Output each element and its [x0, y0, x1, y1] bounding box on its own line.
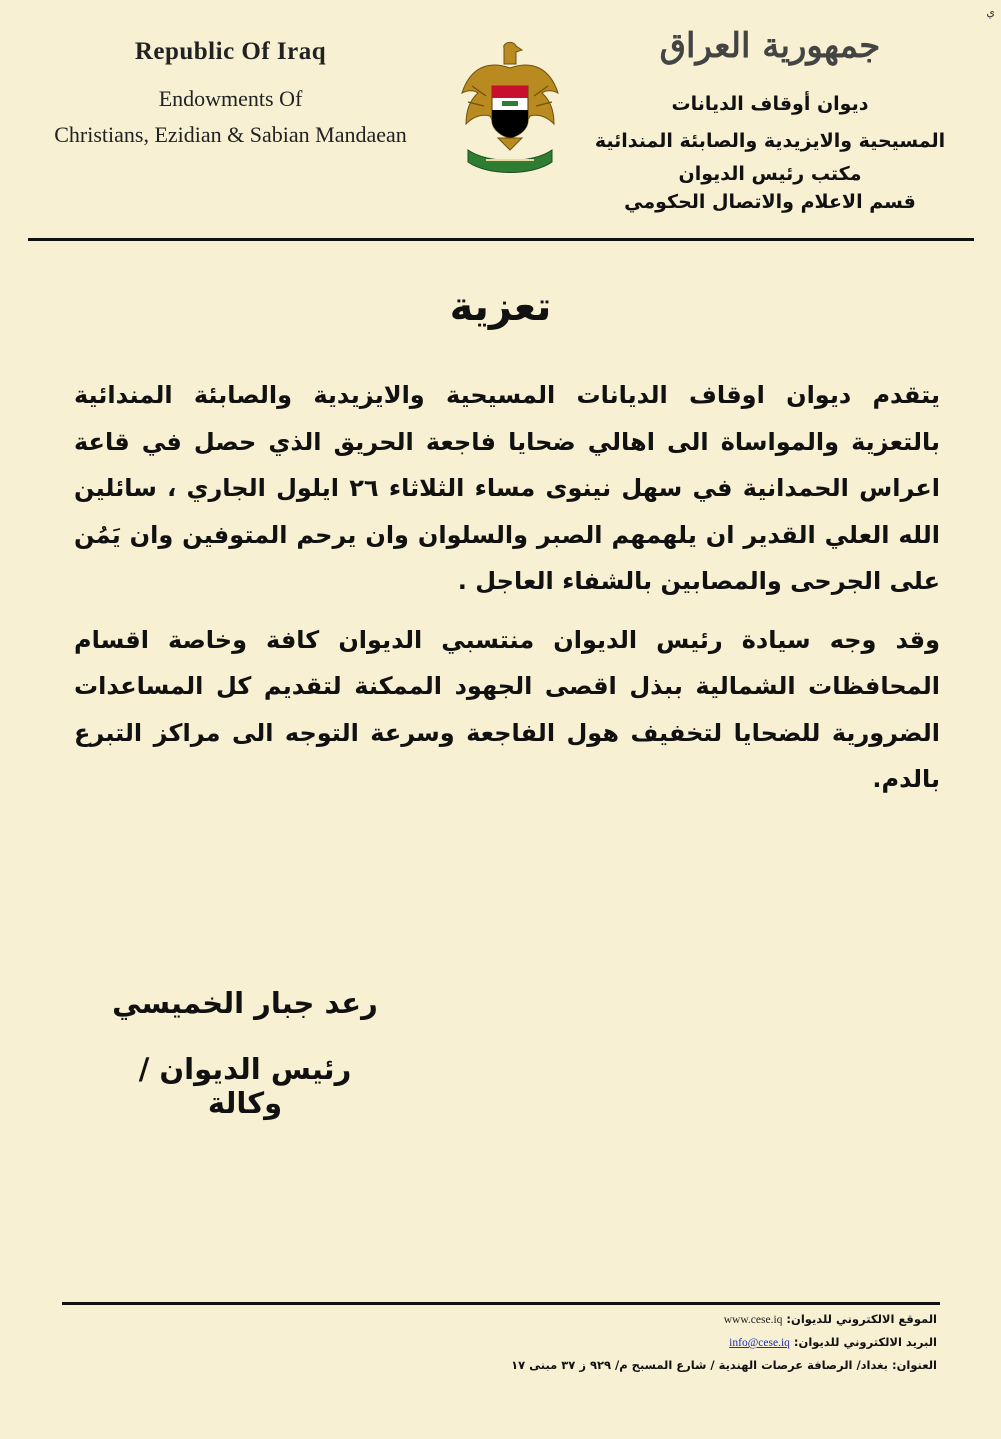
footer-email-row — [437, 1331, 937, 1354]
footer-address-value: بغداد/ الرصافة عرصات الهندية / شارع المسبح م/ ٩٢٩ ز ٣٧ مبنى ١٧ — [511, 1358, 888, 1372]
footer-address-label: العنوان: — [891, 1358, 937, 1372]
footer-email-label: البريد الالكتروني للديوان: — [793, 1335, 937, 1349]
footer-email-link[interactable]: info@cese.iq — [729, 1337, 790, 1349]
footer-contact — [437, 1308, 937, 1376]
footer-website-label: الموقع الالكتروني للديوان: — [786, 1312, 937, 1326]
footer-website-link[interactable]: www.cese.iq — [723, 1314, 783, 1326]
iraq-eagle-emblem-icon — [458, 38, 562, 178]
footer-divider — [62, 1302, 940, 1305]
header-ar-department: قسم الاعلام والاتصال الحكومي — [624, 191, 916, 213]
body-paragraph-condolence: يتقدم ديوان اوقاف الديانات المسيحية والايزيدية والصابئة المندائية بالتعزية والمواساة الى اهالي ضحايا فاجعة الحريق الذي حصل في قاعة اعراس الحمدانية في سهل نينوى مساء الثلاثاء ٢٦ ايلول الجاري ، سائلين الله العلي القدير ان يلهمهم الصبر والسلوان وان يرحم المتوفين وان يَمُن على الجرحى والمصابين بالشفاء العاجل . — [74, 381, 941, 595]
header-ar-office: مكتب رئيس الديوان — [678, 163, 862, 185]
letter-title: تعزية — [449, 284, 552, 330]
header-ar-calligraphy: جمهورية العراق — [659, 26, 881, 66]
signatory-name: رعد جبار الخميسي — [112, 986, 378, 1020]
header-en-country: Republic Of Iraq — [134, 38, 327, 65]
footer-address-row — [437, 1354, 937, 1376]
header-divider — [28, 238, 974, 241]
body-paragraph-directive: وقد وجه سيادة رئيس الديوان منتسبي الديوان كافة وخاصة اقسام المحافظات الشمالية ببذل اقصى الجهود الممكنة لتقديم كل المساعدات الضرورية للضحايا لتخفيف هول الفاجعة وسرعة التوجه الى مراكز التبرع بالدم. — [74, 625, 940, 793]
header-arabic — [590, 26, 950, 216]
corner-mark: ي — [986, 6, 995, 19]
header-en-endowments: Endowments Of — [158, 86, 303, 111]
header-english — [18, 38, 443, 148]
header-en-communities: Christians, Ezidian & Sabian Mandaean — [54, 122, 407, 147]
signature-block — [100, 986, 390, 1120]
header-ar-communities: المسيحية والايزيدية والصابئة المندائية — [594, 130, 946, 152]
letter-body — [74, 372, 940, 803]
signatory-role: رئيس الديوان / وكالة — [138, 1052, 352, 1120]
footer-website-row — [437, 1308, 937, 1331]
header-ar-diwan: ديوان أوقاف الديانات — [671, 93, 869, 115]
